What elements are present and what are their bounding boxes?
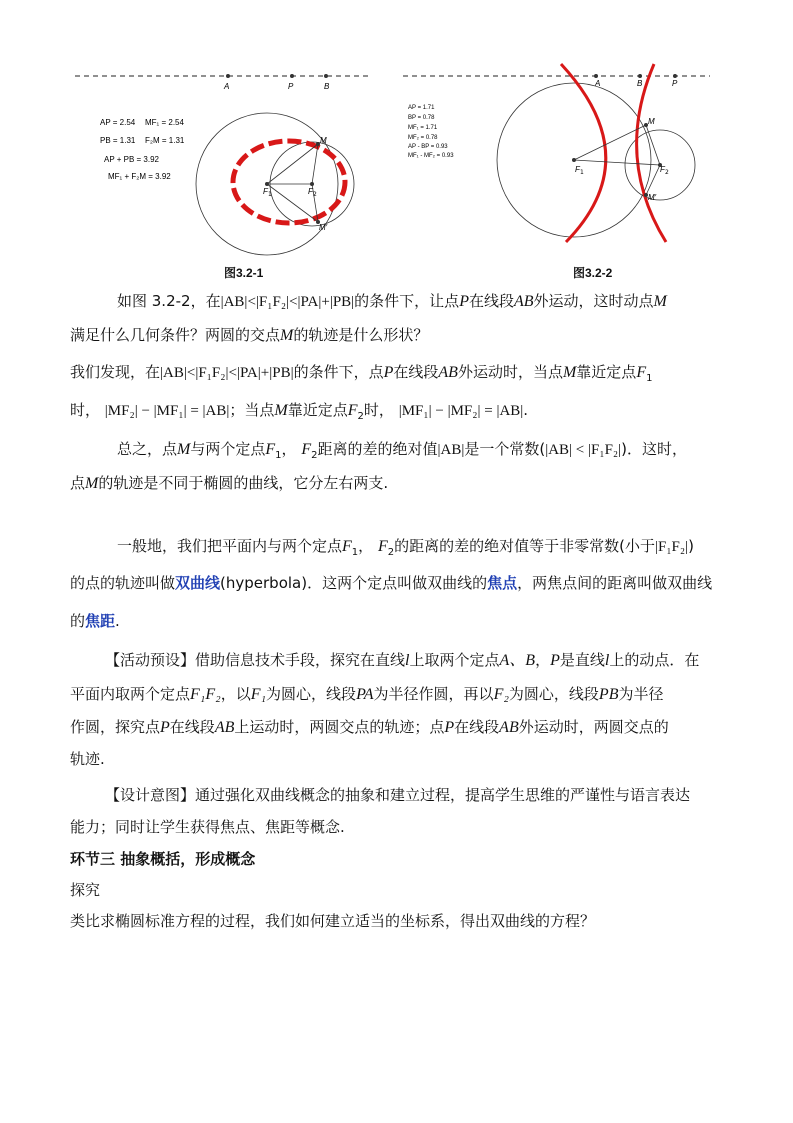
svg-text:2: 2	[665, 169, 669, 176]
measure-bp: BP = 0.78	[408, 115, 435, 121]
locus-ellipse	[233, 141, 345, 223]
measure-sum2: MF₁ + F₂M = 3.92	[108, 172, 171, 181]
hyperbola-right-branch	[637, 64, 666, 242]
section-heading: 环节三 抽象概括，形成概念	[70, 850, 256, 868]
svg-text:2: 2	[313, 191, 317, 198]
measure-diff2: MF₁ - MF₂ = 0.93	[408, 153, 454, 159]
term-focal-length: 焦距	[85, 612, 116, 630]
label-P: P	[672, 79, 678, 88]
measure-diff1: AP - BP = 0.93	[408, 144, 448, 150]
paragraph-summary-line1: 总之，点M与两个定点$F_1$， $F_2$距离的差的绝对值|AB|是一个常数(|AB| < |F₁F₂|)．这时，	[117, 440, 687, 461]
definition-line3: 的焦距.	[70, 612, 120, 630]
label-F1: F	[575, 165, 580, 174]
measure-mf2: MF₂ = 0.78	[408, 135, 438, 141]
measure-mf1: MF₁ = 2.54	[145, 118, 184, 127]
label-B: B	[637, 79, 643, 88]
svg-text:1: 1	[580, 169, 584, 176]
label-P: P	[288, 82, 294, 91]
activity-line4: 轨迹.	[70, 750, 105, 768]
measure-ap: AP = 1.71	[408, 105, 435, 111]
label-F2: F	[660, 165, 665, 174]
activity-line1: 【活动预设】借助信息技术手段，探究在直线l上取两个定点A、B，P是直线l上的动点．在	[105, 651, 700, 669]
label-A: A	[595, 79, 601, 88]
label-F1: F	[263, 187, 268, 196]
definition-line1: 一般地，我们把平面内与两个定点$F_1$， $F_2$的距离的差的绝对值等于非零常数(小于|F₁F₂|)	[117, 537, 694, 558]
measure-ap: AP = 2.54	[100, 118, 136, 127]
hyperbola-left-branch	[561, 64, 606, 242]
paragraph-question-line1: 如图 3.2-2，在|AB|<|F₁F₂|<|PA|+|PB|的条件下，让点P在线段AB外运动，这时动点M	[117, 292, 667, 310]
activity-line3: 作圆，探究点P在线段AB上运动时，两圆交点的轨迹；点P在线段AB外运动时，两圆交点的	[70, 718, 669, 736]
label-F2: F	[308, 187, 313, 196]
label-M: M	[320, 136, 327, 145]
design-line1: 【设计意图】通过强化双曲线概念的抽象和建立过程，提高学生思维的严谨性与语言表达	[105, 786, 691, 804]
figure-hyperbola-locus	[398, 62, 718, 262]
caption-fig-right: 图3.2-2	[573, 266, 613, 280]
explore-label: 探究	[70, 881, 101, 899]
activity-line2: 平面内取两个定点F₁F₂，以F₁为圆心，线段PA为半径作圆，再以F₂为圆心，线段PB为半径	[70, 685, 664, 703]
label-M: M	[648, 117, 655, 126]
definition-line2: 的点的轨迹叫做双曲线(hyperbola)．这两个定点叫做双曲线的焦点，两焦点间的距离叫做双曲线	[70, 574, 713, 592]
paragraph-finding-line2: 时， |MF₂| − |MF₁| = |AB|；当点M靠近定点$F_2$时， |MF₁| − |MF₂| = |AB|.	[70, 401, 529, 422]
design-line2: 能力；同时让学生获得焦点、焦距等概念.	[70, 818, 345, 836]
measure-pb: PB = 1.31	[100, 136, 136, 145]
point-P	[290, 74, 294, 78]
measure-mf1: MF₁ = 1.71	[408, 125, 438, 131]
term-hyperbola: 双曲线	[175, 574, 221, 592]
label-M-prime: M′	[648, 193, 657, 202]
paragraph-summary-line2: 点M的轨迹是不同于椭圆的曲线，它分左右两支.	[70, 474, 389, 492]
term-focus: 焦点	[487, 574, 518, 592]
label-B: B	[324, 82, 330, 91]
measure-sum1: AP + PB = 3.92	[104, 155, 160, 164]
caption-fig-left: 图3.2-1	[224, 266, 264, 280]
measure-f2m: F₂M = 1.31	[145, 136, 185, 145]
paragraph-finding-line1: 我们发现，在|AB|<|F₁F₂|<|PA|+|PB|的条件下，点P在线段AB外运动时，当点M靠近定点$F_1$	[70, 363, 653, 384]
paragraph-question-line2: 满足什么几何条件？两圆的交点M的轨迹是什么形状？	[70, 326, 429, 344]
label-M-prime: M′	[319, 223, 328, 232]
explore-question: 类比求椭圆标准方程的过程，我们如何建立适当的坐标系，得出双曲线的方程？	[70, 912, 596, 930]
label-A: A	[224, 82, 230, 91]
point-A	[226, 74, 230, 78]
figure-ellipse-locus	[60, 62, 380, 262]
svg-text:1: 1	[268, 191, 272, 198]
point-B	[324, 74, 328, 78]
